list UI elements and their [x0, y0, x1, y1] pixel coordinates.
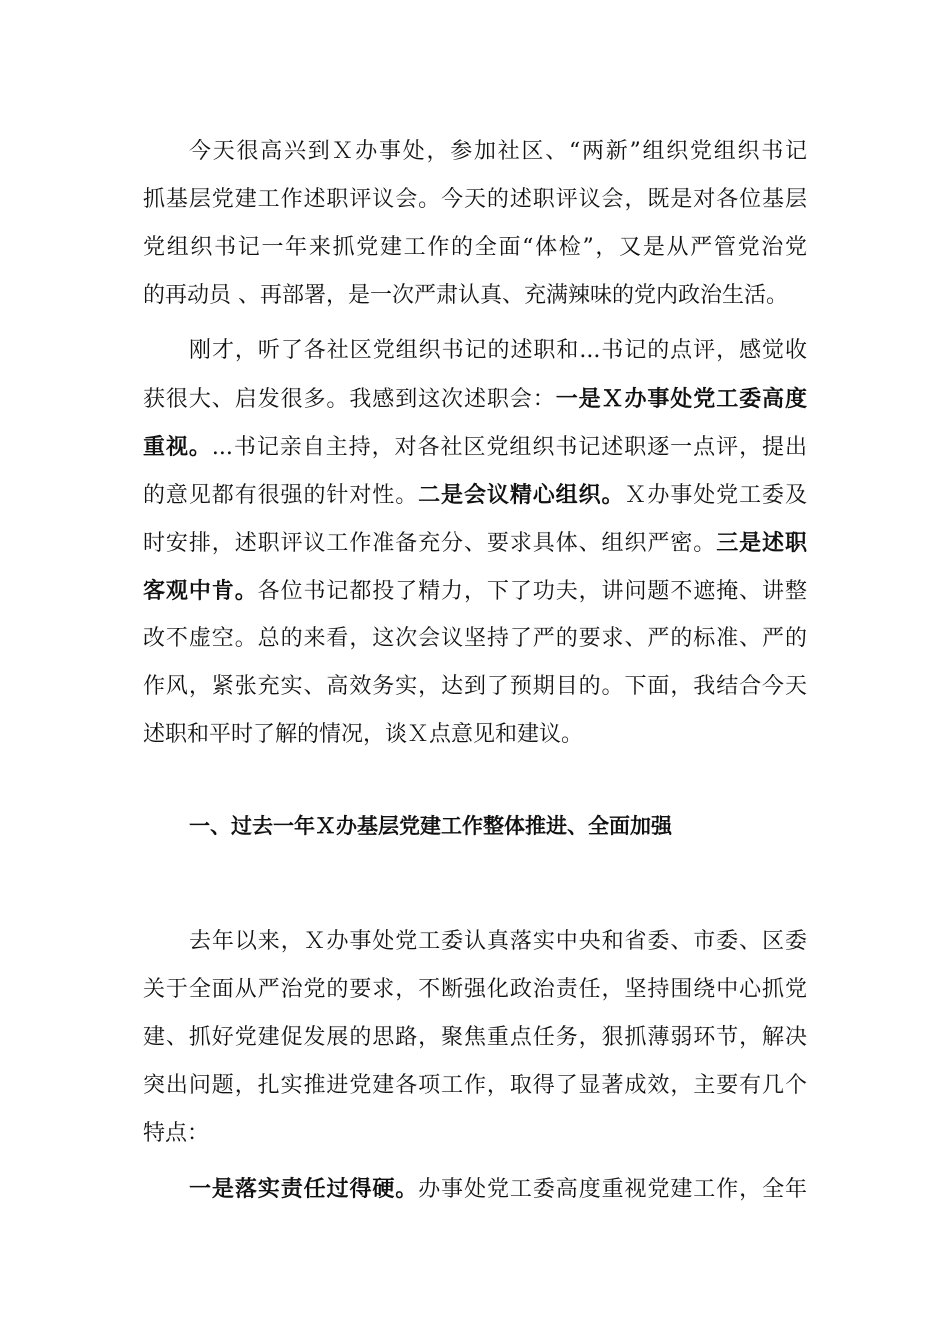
p2-line-6-text: 各位书记都投了精力，下了功夫，讲问题不遮掩、讲整 — [257, 579, 807, 604]
p2-line-1: 刚才，听了各社区党组织书记的述职和...书记的点评，感觉收 — [189, 338, 807, 363]
p2-line-5-text: 时安排，述职评议工作准备充分、要求具体、组织严密。 — [143, 531, 717, 556]
p2-line-8: 作风，紧张充实、高效务实，达到了预期目的。下面，我结合今天 — [143, 674, 807, 699]
p2-line-9: 述职和平时了解的情况，谈Ｘ点意见和建议。 — [143, 722, 584, 747]
p3-line-1: 去年以来，Ｘ办事处党工委认真落实中央和省委、市委、区委 — [189, 929, 807, 954]
p2-point-three: 三是述职 — [716, 530, 807, 556]
p2-line-2-text: 获很大、启发很多。我感到这次述职会： — [143, 387, 556, 412]
p2-line-3 — [143, 427, 807, 467]
p2-line-2 — [143, 379, 807, 419]
p2-point-two: 二是会议精心组织。 — [418, 482, 625, 508]
p1-line-3: 党组织书记一年来抓党建工作的全面“体检”，又是从严管党治党 — [143, 235, 807, 260]
p2-point-three-end: 客观中肯。 — [143, 578, 258, 604]
p4-line-1-text: 办事处党工委高度重视党建工作，全年 — [418, 1177, 807, 1202]
p2-line-5 — [143, 523, 807, 563]
p2-point-one: 一是Ｘ办事处党工委高度 — [555, 386, 807, 412]
p1-line-1: 今天很高兴到Ｘ办事处，参加社区、“两新”组织党组织书记 — [189, 139, 807, 164]
p3-line-5: 特点： — [143, 1121, 210, 1146]
p2-line-6 — [143, 571, 807, 611]
p3-line-2: 关于全面从严治党的要求，不断强化政治责任，坚持围绕中心抓党 — [143, 977, 807, 1002]
p2-line-7: 改不虚空。总的来看，这次会议坚持了严的要求、严的标准、严的 — [143, 626, 807, 651]
p4-line-1 — [189, 1169, 807, 1209]
p1-line-4: 的再动员 、再部署，是一次严肃认真、充满辣味的党内政治生活。 — [143, 283, 788, 308]
p2-line-3-text: ...书记亲自主持，对各社区党组织书记述职逐一点评，提出 — [211, 435, 807, 460]
p2-line-4 — [143, 475, 807, 515]
p4-point-one: 一是落实责任过得硬。 — [189, 1176, 419, 1202]
p3-line-4: 突出问题，扎实推进党建各项工作，取得了显著成效，主要有几个 — [143, 1073, 807, 1098]
p2-line-4-tail: Ｘ办事处党工委及 — [624, 483, 807, 508]
p1-line-2: 抓基层党建工作述职评议会。今天的述职评议会，既是对各位基层 — [143, 187, 807, 212]
p2-line-4-text: 的意见都有很强的针对性。 — [143, 483, 419, 508]
p2-point-one-end: 重视。 — [143, 434, 212, 460]
section-heading-1: 一、过去一年Ｘ办基层党建工作整体推进、全面加强 — [189, 814, 672, 838]
p3-line-3: 建、抓好党建促发展的思路，聚焦重点任务，狠抓薄弱环节，解决 — [143, 1025, 807, 1050]
